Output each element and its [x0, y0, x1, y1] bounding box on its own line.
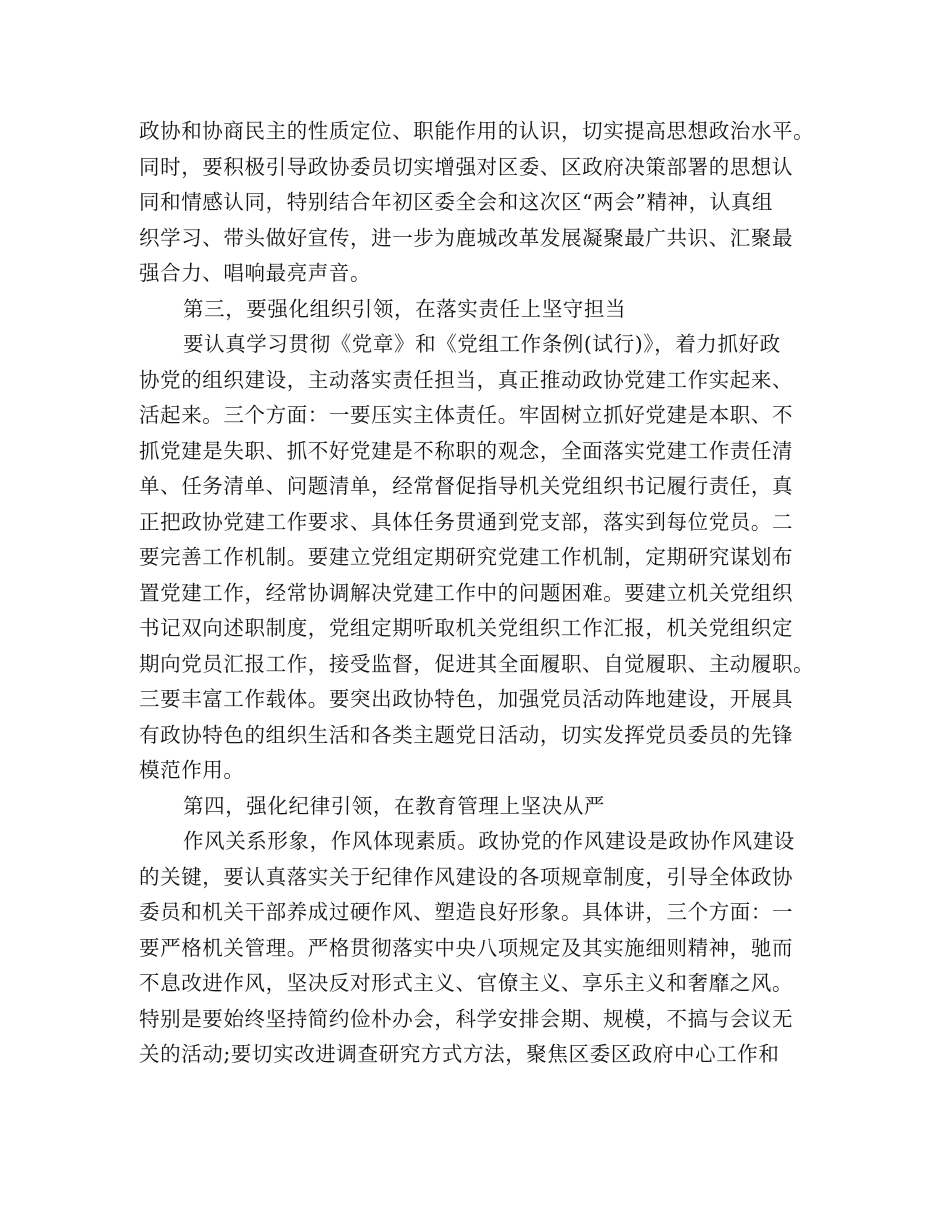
text-line: 要严格机关管理。严格贯彻落实中央八项规定及其实施细则精神，驰而	[139, 935, 794, 960]
text-line: 置党建工作，经常协调解决党建工作中的问题困难。要建立机关党组织	[139, 580, 794, 605]
section-heading-4: 第四，强化纪律引领，在教育管理上坚决从严	[183, 793, 605, 818]
text-line: 织学习、带头做好宣传，进一步为鹿城改革发展凝聚最广共识、汇聚最	[139, 225, 794, 250]
section-heading-3: 第三，要强化组织引领，在落实责任上坚守担当	[183, 296, 627, 321]
text-line: 抓党建是失职、抓不好党建是不称职的观念，全面落实党建工作责任清	[139, 438, 794, 463]
text-line: 同和情感认同，特别结合年初区委全会和这次区“两会”精神，认真组	[139, 190, 774, 214]
text-line: 协党的组织建设，主动落实责任担当，真正推动政协党建工作实起来、	[139, 367, 794, 392]
text-line: 不息改进作风，坚决反对形式主义、官僚主义、享乐主义和奢靡之风。	[139, 971, 794, 995]
paragraph-first-line: 要认真学习贯彻《党章》和《党组工作条例(试行)》，着力抓好政	[183, 332, 781, 356]
text-line: 模范作用。	[139, 758, 245, 782]
text-line: 正把政协党建工作要求、具体任务贯通到党支部，落实到每位党员。二	[139, 509, 794, 534]
text-line: 书记双向述职制度，党组定期听取机关党组织工作汇报，机关党组织定	[139, 616, 794, 640]
paragraph-first-line: 作风关系形象，作风体现素质。政协党的作风建设是政协作风建设	[183, 829, 795, 853]
text-line: 同时，要积极引导政协委员切实增强对区委、区政府决策部署的思想认	[139, 154, 794, 179]
text-line: 委员和机关干部养成过硬作风、塑造良好形象。具体讲，三个方面：一	[139, 900, 794, 924]
text-line: 特别是要始终坚持简约俭朴办会，科学安排会期、规模，不搞与会议无	[139, 1006, 794, 1031]
text-line: 的关键，要认真落实关于纪律作风建设的各项规章制度，引导全体政协	[139, 864, 794, 889]
text-line: 期向党员汇报工作，接受监督，促进其全面履职、自觉履职、主动履职。	[139, 651, 815, 676]
text-line: 政协和协商民主的性质定位、职能作用的认识，切实提高思想政治水平。	[139, 119, 815, 143]
text-line: 三要丰富工作载体。要突出政协特色，加强党员活动阵地建设，开展具	[139, 687, 794, 711]
document-body	[139, 114, 819, 1073]
text-line: 有政协特色的组织生活和各类主题党日活动，切实发挥党员委员的先锋	[139, 722, 794, 747]
text-line: 强合力、唱响最亮声音。	[139, 261, 372, 285]
text-line: 关的活动;要切实改进调查研究方式方法，聚焦区委区政府中心工作和	[139, 1042, 780, 1066]
text-line: 要完善工作机制。要建立党组定期研究党建工作机制，定期研究谋划布	[139, 545, 794, 569]
text-line: 活起来。三个方面：一要压实主体责任。牢固树立抓好党建是本职、不	[139, 403, 794, 427]
text-line: 单、任务清单、问题清单，经常督促指导机关党组织书记履行责任，真	[139, 474, 794, 498]
